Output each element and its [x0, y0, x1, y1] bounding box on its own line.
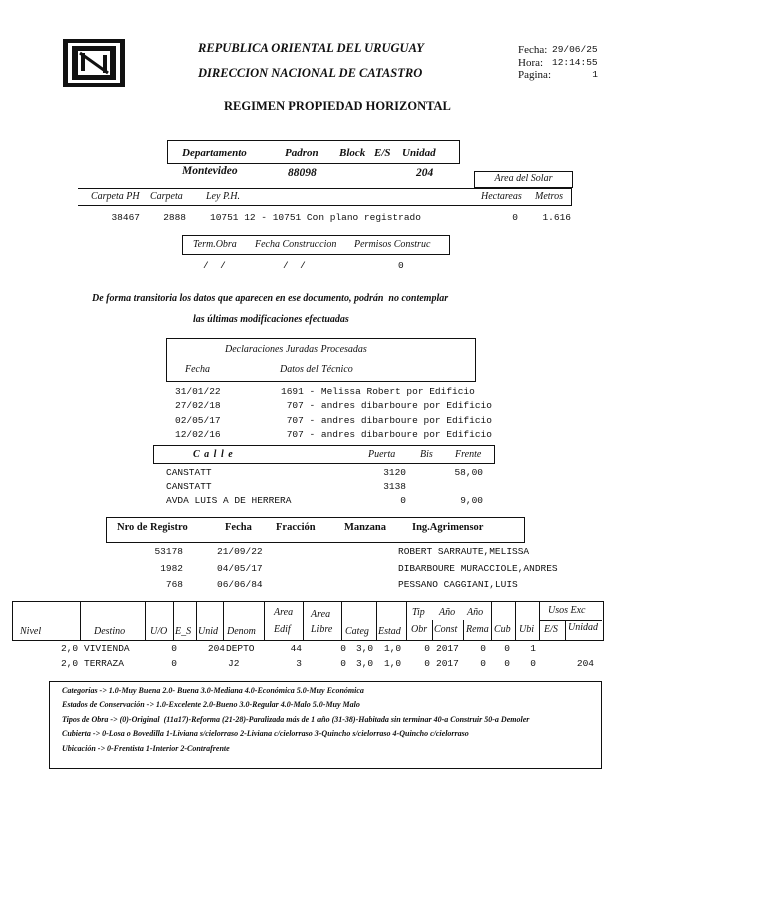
row-destino: TERRAZA [84, 658, 124, 669]
col-divider [406, 601, 407, 641]
declaracion-fecha: 02/05/17 [175, 415, 221, 426]
calle-name: CANSTATT [166, 481, 212, 492]
permisos-label: Permisos Construc [354, 239, 431, 250]
row-denom: DEPTO [226, 643, 255, 654]
col-divider [173, 601, 174, 641]
col-estad: Estad [378, 626, 401, 637]
calle-puerta: 0 [400, 495, 406, 506]
fecha-value: 29/06/25 [552, 44, 598, 55]
col-anio-const-1: Año [439, 607, 456, 618]
col-area-libre-2: Libre [311, 624, 333, 635]
col-anio-rema-1: Año [467, 607, 484, 618]
col-divider [565, 620, 566, 641]
calle-name: AVDA LUIS A DE HERRERA [166, 495, 292, 506]
metros-value: 1.616 [542, 212, 571, 223]
col-categ: Categ [345, 626, 369, 637]
col-area-libre-1: Area [311, 609, 331, 620]
col-area-edif-2: Edif [274, 624, 291, 635]
nro-registro-label: Nro de Registro [117, 522, 188, 533]
registro-fecha: 21/09/22 [217, 546, 263, 557]
col-area-edif-1: Area [274, 607, 294, 618]
departamento-value: Montevideo [182, 165, 238, 177]
registro-agrimensor: ROBERT SARRAUTE,MELISSA [398, 546, 530, 557]
legend-categorias: Categorías -> 1.0-Muy Buena 2.0- Buena 3.0-Mediana 4.0-Económica 5.0-Muy Económica [62, 686, 364, 695]
row-uo: 0 [171, 658, 177, 669]
hectareas-label: Hectareas [481, 191, 522, 202]
col-destino: Destino [94, 626, 126, 637]
col-unid: Unid [198, 626, 218, 637]
legend-ubicacion: Ubicación -> 0-Frentista 1-Interior 2-Contrafrente [62, 744, 230, 753]
declaracion-datos: 707 - andres dibarboure por Edificio [281, 400, 492, 411]
ley-ph-label: Ley P.H. [206, 191, 240, 202]
padron-label: Padron [285, 147, 319, 159]
row-tip: 0 [424, 643, 430, 654]
unidad-value: 204 [416, 167, 434, 179]
declaracion-fecha: 27/02/18 [175, 400, 221, 411]
fecha-construccion-value: / / [283, 260, 306, 271]
registro-fecha-label: Fecha [225, 522, 252, 533]
calle-frente: 58,00 [454, 467, 483, 478]
row-categ: 3,0 [356, 643, 374, 654]
carpeta-ph-value: 38467 [111, 212, 140, 223]
declaracion-fecha: 31/01/22 [175, 386, 221, 397]
col-cub: Cub [494, 624, 511, 635]
ley-ph-value: 10751 12 - 10751 Con plano registrado [210, 212, 421, 223]
col-divider [145, 601, 146, 641]
col-divider [491, 601, 492, 641]
row-area-libre: 0 [340, 643, 346, 654]
row-nivel: 2,0 [61, 658, 79, 669]
row-area-edif: 44 [290, 643, 302, 654]
declaracion-datos: 707 - andres dibarboure por Edificio [281, 429, 492, 440]
registro-fecha: 06/06/84 [217, 579, 263, 590]
col-divider [539, 601, 540, 641]
row-estad: 1,0 [384, 658, 402, 669]
col-es: E_S [175, 626, 192, 637]
col-divider [432, 620, 433, 641]
agrimensor-label: Ing.Agrimensor [412, 522, 484, 533]
row-cub: 0 [504, 658, 510, 669]
row-destino: VIVIENDA [84, 643, 130, 654]
metros-label: Metros [535, 191, 563, 202]
col-divider [80, 601, 81, 641]
fraccion-label: Fracción [276, 522, 316, 533]
declaracion-datos: 1691 - Melissa Robert por Edificio [281, 386, 475, 397]
term-obra-label: Term.Obra [193, 239, 237, 250]
notice-line1: De forma transitoria los datos que aparecen en ese documento, podrán no contemplar [92, 293, 449, 304]
block-label: Block [339, 147, 366, 159]
declaracion-fecha: 12/02/16 [175, 429, 221, 440]
fecha-label: Fecha: [518, 44, 548, 56]
pagina-value: 1 [592, 69, 598, 80]
col-denom: Denom [227, 626, 256, 637]
carpeta-header-right-border [571, 188, 572, 206]
col-nivel: Nivel [20, 626, 42, 637]
carpeta-label: Carpeta [150, 191, 183, 202]
registro-fecha: 04/05/17 [217, 563, 263, 574]
calle-frente: 9,00 [460, 495, 483, 506]
row-cub: 0 [504, 643, 510, 654]
row-rema: 0 [480, 658, 486, 669]
declaracion-datos: 707 - andres dibarboure por Edificio [281, 415, 492, 426]
row-categ: 3,0 [356, 658, 374, 669]
col-tip-1: Tip [412, 607, 425, 618]
row-estad: 1,0 [384, 643, 402, 654]
row-const: 2017 [436, 643, 459, 654]
legend-estados: Estados de Conservación -> 1.0-Excelente 2.0-Bueno 3.0-Regular 4.0-Malo 5.0-Muy Malo [62, 700, 360, 709]
header-title-republica: REPUBLICA ORIENTAL DEL URUGUAY [198, 41, 424, 55]
bis-label: Bis [420, 449, 433, 460]
registro-nro: 768 [165, 579, 183, 590]
col-divider [196, 601, 197, 641]
col-divider [303, 601, 304, 641]
legend-tipos-obra: Tipos de Obra -> (0)-Original (11a17)-Reforma (21-28)-Paralizada más de 1 año (31-38)-Habitada sin terminar 40-a Construir 50-a Demoler [62, 715, 530, 724]
area-solar-label: Area del Solar [494, 173, 553, 184]
unidad-label: Unidad [402, 147, 436, 159]
row-tip: 0 [424, 658, 430, 669]
row-ubi: 1 [530, 643, 536, 654]
row-area-edif: 3 [296, 658, 302, 669]
col-anio-rema-2: Rema [466, 624, 489, 635]
es-label: E/S [374, 147, 391, 159]
carpeta-value: 2888 [163, 212, 186, 223]
row-const: 2017 [436, 658, 459, 669]
registro-agrimensor: DIBARBOURE MURACCIOLE,ANDRES [398, 563, 558, 574]
padron-value: 88098 [288, 167, 317, 179]
col-divider [515, 601, 516, 641]
col-ubi: Ubi [519, 624, 534, 635]
manzana-label: Manzana [344, 522, 386, 533]
row-unid: 204 [207, 643, 225, 654]
permisos-value: 0 [398, 260, 404, 271]
row-nivel: 2,0 [61, 643, 79, 654]
row-area-libre: 0 [340, 658, 346, 669]
declaraciones-datos-label: Datos del Técnico [280, 364, 353, 375]
calle-label: C a l l e [193, 449, 234, 460]
frente-label: Frente [455, 449, 482, 460]
fecha-construccion-label: Fecha Construccion [255, 239, 337, 250]
registro-nro: 1982 [160, 563, 183, 574]
col-usos-unidad: Unidad [568, 622, 598, 633]
col-divider [264, 601, 265, 641]
col-anio-const-2: Const [434, 624, 458, 635]
catastro-logo [62, 38, 126, 88]
col-divider [223, 601, 224, 641]
hora-value: 12:14:55 [552, 57, 598, 68]
col-divider [341, 601, 342, 641]
registro-agrimensor: PESSANO CAGGIANI,LUIS [398, 579, 518, 590]
legend-cubierta: Cubierta -> 0-Losa o Bovedilla 1-Liviana s/cielorraso 2-Liviana c/cielorraso 3-Quincho s/cielorraso 4-Quincho c/cielorraso [62, 729, 469, 738]
carpeta-ph-label: Carpeta PH [91, 191, 140, 202]
term-obra-value: / / [203, 260, 226, 271]
hectareas-value: 0 [512, 212, 518, 223]
registro-nro: 53178 [154, 546, 183, 557]
regimen-title: REGIMEN PROPIEDAD HORIZONTAL [224, 99, 451, 113]
row-rema: 0 [480, 643, 486, 654]
usos-exc-divider [539, 620, 602, 621]
col-tip-2: Obr [411, 624, 428, 635]
calle-puerta: 3120 [383, 467, 406, 478]
calle-name: CANSTATT [166, 467, 212, 478]
col-divider [376, 601, 377, 641]
row-denom: J2 [228, 658, 240, 669]
declaraciones-title: Declaraciones Juradas Procesadas [225, 344, 367, 355]
departamento-label: Departamento [182, 147, 247, 159]
row-usos-unidad: 204 [576, 658, 594, 669]
declaraciones-fecha-label: Fecha [185, 364, 210, 375]
col-usos-es: E/S [544, 624, 558, 635]
row-ubi: 0 [530, 658, 536, 669]
calle-puerta: 3138 [383, 481, 406, 492]
col-usos-exc: Usos Exc [548, 605, 586, 616]
header-title-direccion: DIRECCION NACIONAL DE CATASTRO [198, 66, 423, 80]
puerta-label: Puerta [368, 449, 396, 460]
col-divider [463, 620, 464, 641]
col-uo: U/O [150, 626, 168, 637]
pagina-label: Pagina: [518, 69, 551, 81]
row-uo: 0 [171, 643, 177, 654]
hora-label: Hora: [518, 57, 544, 69]
notice-line2: las últimas modificaciones efectuadas [193, 314, 349, 325]
